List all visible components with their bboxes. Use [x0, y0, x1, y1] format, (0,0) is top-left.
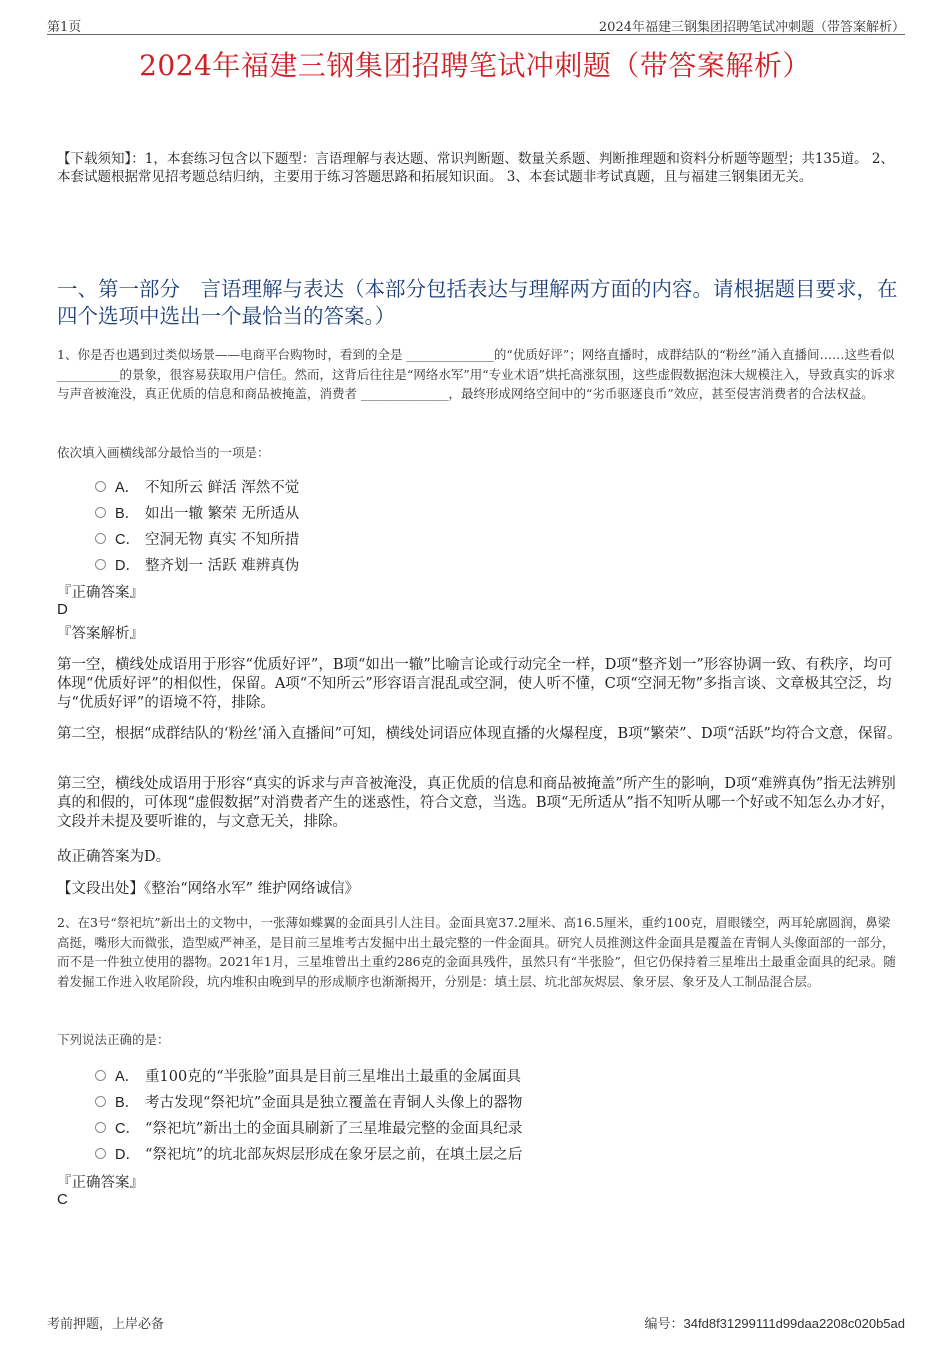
answer-label: 『正确答案』	[57, 1175, 144, 1191]
passage-source: 【文段出处】《整治“网络水军” 维护网络诚信》	[57, 881, 360, 897]
section-heading: 一、第一部分 言语理解与表达（本部分包括表达与理解两方面的内容。请根据题目要求，在四个选项中选出一个最恰当的答案。）	[57, 277, 898, 328]
option-a[interactable]: A． 重100克的“半张脸”面具是目前三星堆出土最重的金属面具	[95, 1062, 522, 1088]
download-notice: 【下载须知】：1，本套练习包含以下题型：言语理解与表达题、常识判断题、数量关系题、判断推理题和资料分析题等题型；共135道。 2、本套试题根据常见招考题总结归纳，主要用于练习答题思路和拓展知识面。 3、本套试题非考试真题，且与福建三钢集团无关。	[57, 151, 894, 185]
option-a[interactable]: A． 不知所云 鲜活 浑然不觉	[95, 473, 299, 499]
analysis-paragraph-2: 第二空，根据“成群结队的‘粉丝’涌入直播间”可知，横线处词语应体现直播的火爆程度，B项“繁荣”、D项“活跃”均符合文意，保留。	[57, 726, 902, 742]
analysis-label: 『答案解析』	[57, 626, 144, 642]
radio-icon[interactable]	[95, 1122, 106, 1133]
option-b[interactable]: B． 考古发现“祭祀坑”金面具是独立覆盖在青铜人头像上的器物	[95, 1088, 522, 1114]
option-d[interactable]: D． 整齐划一 活跃 难辨真伪	[95, 551, 299, 577]
analysis-paragraph-3: 第三空，横线处成语用于形容“真实的诉求与声音被淹没，真正优质的信息和商品被掩盖”所产生的影响，D项“难辨真伪”指无法辨别真的和假的，可体现“虚假数据”对消费者产生的迷惑性，符合文意，当选。B项“无所适从”指不知听从哪一个好或不知怎么办才好，文段并未提及要听谁的，与文意无关，排除。	[57, 776, 896, 830]
radio-icon[interactable]	[95, 1070, 106, 1081]
footer-slogan: 考前押题，上岸必备	[47, 1317, 165, 1332]
answer-label: 『正确答案』	[57, 585, 144, 601]
question-1-options	[95, 473, 299, 577]
question-1-text: 1、你是否也遇到过类似场景——电商平台购物时，看到的全是 ______________的“优质好评”；网络直播时，成群结队的“粉丝”涌入直播间……这些看似 __________的景象，很容易获取用户信任。然而，这背后往往是“网络水军”用“专业术语”烘托高涨氛围，这些虚假数据泡沫大规模注入，导致真实的诉求与声音被淹没，真正优质的信息和商品被掩盖，消费者 ______________，最终形成网络空间中的“劣币驱逐良币”效应，甚至侵害消费者的合法权益。	[57, 347, 896, 401]
radio-icon[interactable]	[95, 507, 106, 518]
question-2-text: 2、在3号“祭祀坑”新出土的文物中，一张薄如蝶翼的金面具引人注目。金面具宽37.2厘米、高16.5厘米，重约100克，眉眼镂空，两耳轮廓圆润，鼻梁高挺，嘴形大而微张，造型威严神圣，是目前三星堆考古发掘中出土最完整的一件金面具。研究人员推测这件金面具是覆盖在青铜人头像面部的一部分，而不是一件独立使用的器物。2021年1月，三星堆曾出土重约286克的金面具残件，虽然只有“半张脸”，但它仍保持着三星堆出土最重金面具的纪录。随着发掘工作进入收尾阶段，坑内堆积由晚到早的形成顺序也渐渐揭开，分别是：填土层、坑北部灰烬层、象牙层、象牙及人工制品混合层。	[57, 915, 896, 989]
question-2-options	[95, 1062, 522, 1166]
question-2-prompt: 下列说法正确的是：	[57, 1032, 170, 1047]
analysis-conclusion: 故正确答案为D。	[57, 849, 171, 865]
page-number: 第1页	[47, 20, 82, 35]
option-c[interactable]: C． “祭祀坑”新出土的金面具刷新了三星堆最完整的金面具纪录	[95, 1114, 522, 1140]
radio-icon[interactable]	[95, 1096, 106, 1107]
header-doc-title: 2024年福建三钢集团招聘笔试冲刺题（带答案解析）	[598, 20, 905, 35]
document-title: 2024年福建三钢集团招聘笔试冲刺题（带答案解析）	[139, 49, 811, 82]
analysis-paragraph-1: 第一空，横线处成语用于形容“优质好评”，B项“如出一辙”比喻言论或行动完全一样，D项“整齐划一”形容协调一致、有秩序，均可体现“优质好评”的相似性，保留。A项“不知所云”形容语言混乱或空洞，使人听不懂，C项“空洞无物”多指言谈、文章极其空泛，均与“优质好评”的语境不符，排除。	[57, 657, 893, 711]
radio-icon[interactable]	[95, 481, 106, 492]
page-header	[47, 14, 905, 35]
question-1-prompt: 依次填入画横线部分最恰当的一项是：	[57, 445, 270, 460]
answer-value: D	[57, 601, 68, 618]
radio-icon[interactable]	[95, 1148, 106, 1159]
footer-code: 编号：34fd8f31299111d99daa2208c020b5ad	[644, 1316, 905, 1332]
answer-value: C	[57, 1191, 68, 1208]
radio-icon[interactable]	[95, 533, 106, 544]
option-c[interactable]: C． 空洞无物 真实 不知所措	[95, 525, 299, 551]
option-b[interactable]: B． 如出一辙 繁荣 无所适从	[95, 499, 299, 525]
radio-icon[interactable]	[95, 559, 106, 570]
option-d[interactable]: D． “祭祀坑”的坑北部灰烬层形成在象牙层之前，在填土层之后	[95, 1140, 522, 1166]
